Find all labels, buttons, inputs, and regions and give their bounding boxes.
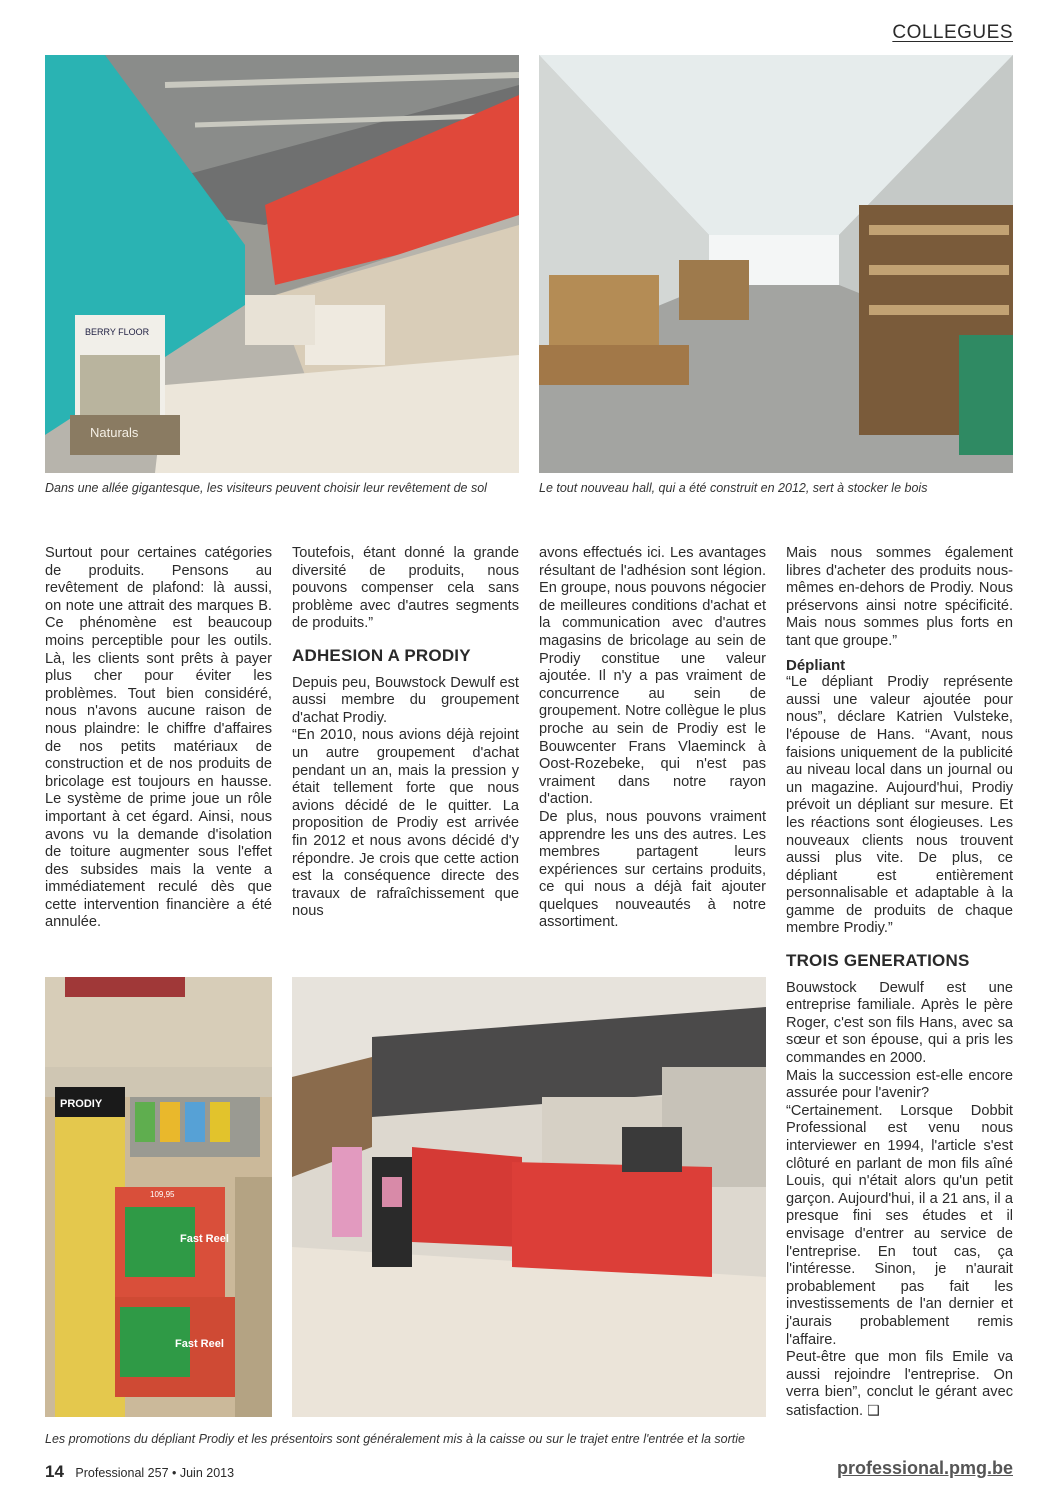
paragraph: Toutefois, étant donné la grande diversité de produits, nous pouvons compenser cela sans problème avec d'autres segments de produits.” [292,545,519,632]
paragraph: “Le dépliant Prodiy représente aussi une valeur ajoutée pour nous”, déclare Katrien Vulsteke, l'épouse de Hans. “Avant, nous faisions uniquement de la publicité au niveau local dans un journal ou un magazine. Aujourd'hui, Prodiy prévoit un dépliant sur mesure. Et les réactions sont élogieuses. Les nouveaux clients nous trouvent aussi plus vite. De plus, ce dépliant est entièrement personnalisable et adaptable à la gamme de produits de chaque membre Prodiy.” [786,674,1013,937]
text-column-3 [539,545,766,932]
page-number: 14 [45,1462,64,1481]
paragraph: Bouwstock Dewulf est une entreprise familiale. Après le père Roger, c'est son fils Hans, avec sa sœur et son épouse, qui a pris les commandes en 2000. [786,979,1013,1067]
paragraph: “En 2010, nous avions déjà rejoint un autre groupement d'achat pendant un an, mais la pression y était tellement forte que nous avions décidé de le quitter. La proposition de Prodiy est arrivée fin 2012 et nous avons décidé d'y répondre. Je crois que cette action est la conséquence directe des travaux de rafraîchissement que nous [292,727,519,920]
issue-label: Professional 257 • Juin 2013 [75,1466,235,1480]
paragraph: Peut-être que mon fils Emile va aussi rejoindre l'entreprise. On verra bien”, conclut le gérant avec satisfaction. ❑ [786,1349,1013,1419]
paragraph: De plus, nous pouvons vraiment apprendre les uns des autres. Les membres partagent leurs expériences sur certains produits, ce qui nous a déjà fait ajouter quelques nouveautés à notre assortiment. [539,808,766,931]
text-column-2 [292,545,519,921]
paragraph: Surtout pour certaines catégories de produits. Pensons au revêtement de plafond: là aussi, on note une attrait des marques B. Ce phénomène est beaucoup moins perceptible pour les outils. Là, les clients sont prêts à payer plus cher pour éviter les problèmes. Tout bien considéré, nous n'avons aucune raison de nous plaindre: le chiffre d'affaires de nos petits matériaux de construction et de nos produits de bricolage est toujours en hausse. Le système de prime joue un rôle important à cet égard. Ainsi, nous avons vu la demande d'isolation de toiture augmenter sous l'effet des subsides mais la vente a immédiatement reculé dès que cette intervention financière a été annulée. [45,545,272,931]
paragraph: avons effectués ici. Les avantages résultant de l'adhésion sont légion. En groupe, nous pouvons négocier de meilleures conditions d'achat et la communication avec d'autres magasins de bricolage au sein de Prodiy constitue une valeur ajoutée. Il n'y a pas vraiment de concurrence au sein de groupement. Notre collègue le plus proche au sein de Prodiy est le Bouwcenter Frans Vlaeminck à Oost-Rozebeke, qui n'est pas vraiment dans notre rayon d'action. [539,545,766,808]
text-column-4 [786,545,1013,1421]
heading-depliant: Dépliant [786,656,846,674]
caption-bottom: Les promotions du dépliant Prodiy et les présentoirs sont généralement mis à la caisse ou sur le trajet entre l'entrée et la sortie [45,1432,745,1446]
berryfloor-sign: BERRY FLOOR [85,327,150,337]
caption-photo1: Dans une allée gigantesque, les visiteurs peuvent choisir leur revêtement de sol [45,481,487,495]
heading-trois-generations: TROIS GENERATIONS [786,951,970,971]
prodiy-box-label: PRODIY [60,1098,103,1110]
section-label: COLLEGUES [892,22,1013,43]
footer-issue [45,1462,234,1482]
photo-prodiy-display [45,977,272,1417]
paragraph: Mais nous sommes également libres d'acheter des produits nous-mêmes en-dehors de Prodiy. Nous préservons ainsi notre spécificité. Mais nous sommes plus forts en tant que groupe.” [786,545,1013,649]
paragraph: Depuis peu, Bouwstock Dewulf est aussi membre du groupement d'achat Prodiy. [292,674,519,726]
photo-timber-hall [539,55,1013,473]
price-tag: 109,95 [150,1190,175,1199]
paragraph: “Certainement. Lorsque Dobbit Professional est venu nous interviewer en 1994, l'article s'est clôturé en parlant de mon fils aîné Louis, qui n'était alors qu'un petit garçon. Aujourd'hui, il a 21 ans, il a presque fini ses études et il envisage d'entrer au service de l'entreprise. En tout cas, ça l'intéresse. Sinon, je n'aurait probablement pas fait les investissements de l'an dernier et j'aurais probablement remis l'affaire. [786,1102,1013,1348]
caption-photo2: Le tout nouveau hall, qui a été construit en 2012, sert à stocker le bois [539,481,928,495]
footer-site-link[interactable]: professional.pmg.be [836,1458,1013,1478]
naturals-sign: Naturals [90,425,139,440]
heading-adhesion-prodiy: ADHESION A PRODIY [292,645,471,665]
photo-showroom-aisle [45,55,519,473]
photo-checkout-counter [292,977,766,1417]
end-mark-icon: ❑ [867,1401,880,1418]
text-column-1 [45,545,272,932]
fastreel-label-2: Fast Reel [175,1338,224,1350]
paragraph: Mais la succession est-elle encore assurée pour l'avenir? [786,1067,1013,1102]
fastreel-label-1: Fast Reel [180,1233,229,1245]
